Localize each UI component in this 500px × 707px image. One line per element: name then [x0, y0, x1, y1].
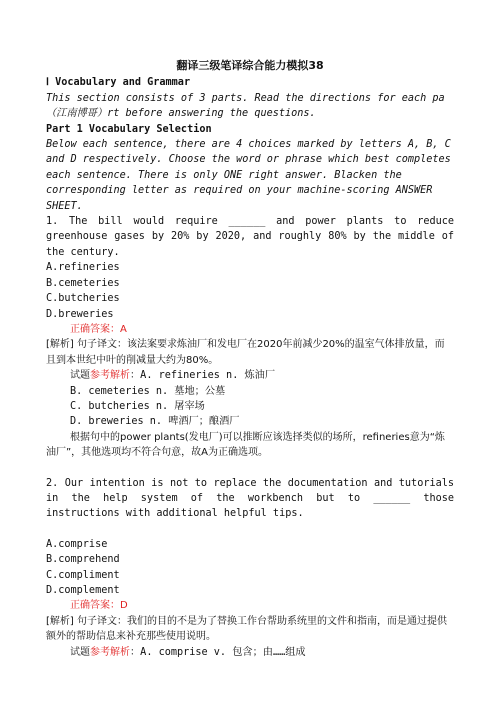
option-b[interactable]: B.comprehend — [46, 554, 120, 566]
part-directions: Below each sentence, there are 4 choices marked by letters A, B, C and D respectively. Choose the word or phrase which best completes each sentence. There is only ONE right answer. Blacken the corresponding letter as required on your machine-scoring ANSWER SHEET. — [46, 139, 451, 212]
analysis-text: 句子译文：我们的目的不是为了替换工作台帮助系统里的文件和指南，而是通过提供额外的帮助信息来补充那些使用说明。 — [46, 615, 447, 643]
option-d[interactable]: D.breweries — [46, 308, 114, 320]
answer-value: A — [120, 323, 127, 335]
ref-prefix: 试题 — [70, 646, 90, 658]
ref-label: 参考解析 — [90, 370, 130, 382]
option-b[interactable]: B.cemeteries — [46, 277, 120, 289]
option-c[interactable]: C.compliment — [46, 569, 120, 581]
ref-line-c: C. butcheries n. 屠宰场 — [70, 400, 205, 412]
analysis-text: 句子译文：该法案要求炼油厂和发电厂在2020年前减少20%的温室气体排放量，而且到本世纪中叶的削减量大约为80%。 — [46, 339, 445, 366]
section-intro: This section consists of 3 parts. Read the directions for each pa（江南博哥）rt before answering the questions. — [46, 92, 445, 120]
analysis-label: [解析] — [46, 615, 74, 627]
analysis-label: [解析] — [46, 339, 74, 351]
question-2-text: 2. Our intention is not to replace the documentation and tutorials in the help system of the workbench but to ______ those instructions with additional helpful tips. — [46, 477, 454, 520]
ref-line-d: D. breweries n. 啤酒厂；酿酒厂 — [70, 416, 240, 428]
ref-label: 参考解析 — [90, 646, 130, 658]
ref-prefix: 试题 — [70, 370, 90, 382]
spacer — [46, 461, 454, 476]
spacer — [46, 522, 454, 537]
reference-analysis — [46, 368, 454, 383]
option-d[interactable]: D.complement — [46, 585, 120, 596]
answer-value: D — [120, 600, 128, 612]
ref-first: ：A. refineries n. 炼油厂 — [130, 370, 276, 382]
question-2-options — [46, 537, 454, 599]
conclusion: 根据句中的power plants(发电厂)可以推断应该选择类似的场所，refineries意为“炼油厂”，其他选项均不符合句意，故A为正确选项。 — [46, 431, 445, 459]
answer-label: 正确答案： — [70, 323, 120, 335]
ref-first: ：A. comprise v. 包含；由……组成 — [130, 646, 306, 658]
reference-analysis — [46, 645, 454, 660]
analysis — [46, 614, 454, 645]
option-c[interactable]: C.butcheries — [46, 293, 120, 305]
answer-line — [46, 598, 454, 613]
option-a[interactable]: A.refineries — [46, 262, 120, 274]
document-title: 翻译三级笔译综合能力模拟38 — [176, 59, 324, 72]
question-1-text: 1. The bill would require ______ and power plants to reduce greenhouse gases by 20% by 2020, and roughly 80% by the middle of the century. — [46, 216, 454, 258]
ref-line-b: B. cemeteries n. 墓地；公墓 — [70, 385, 226, 397]
answer-label: 正确答案： — [70, 600, 120, 612]
option-a[interactable]: A.comprise — [46, 538, 108, 550]
part-heading: Part 1 Vocabulary Selection — [46, 123, 212, 135]
analysis — [46, 337, 454, 368]
section-heading: Ⅰ Vocabulary and Grammar — [46, 77, 191, 89]
answer-line — [46, 322, 454, 337]
question-1-options — [46, 260, 454, 322]
